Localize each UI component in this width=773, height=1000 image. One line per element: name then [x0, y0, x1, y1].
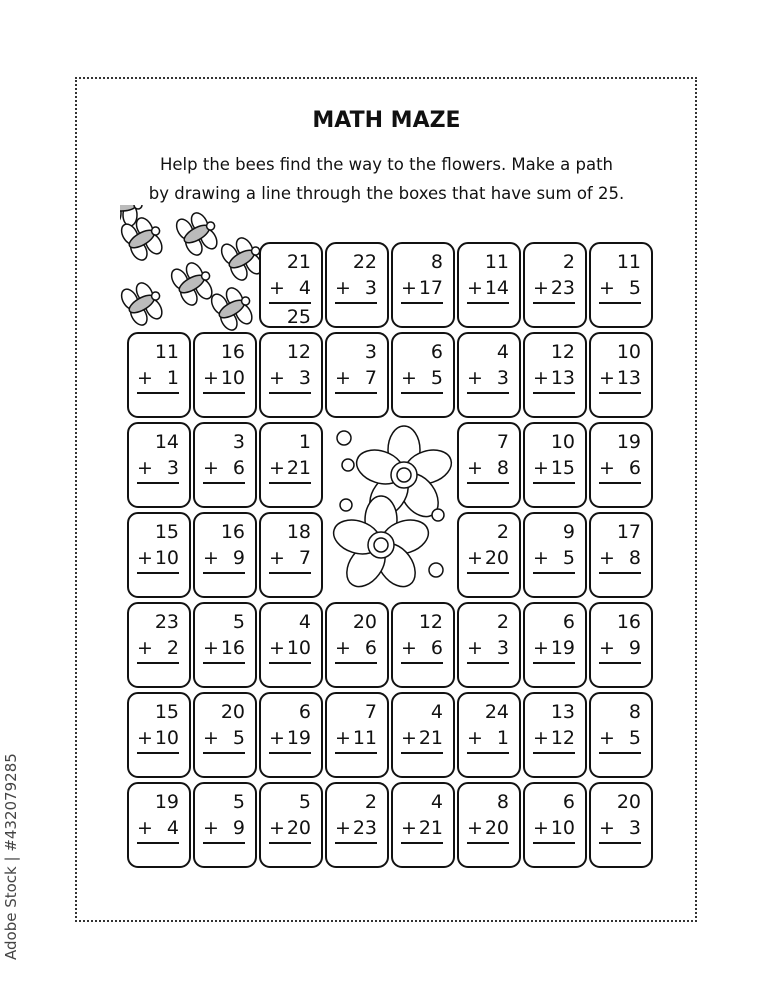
plus-sign: + — [467, 367, 483, 389]
addend-bottom: 3 — [496, 367, 509, 389]
addend-bottom: 4 — [166, 817, 179, 839]
addend-bottom: 10 — [220, 367, 245, 389]
maze-cell[interactable] — [523, 242, 587, 328]
addend-top: 16 — [220, 341, 245, 363]
plus-sign: + — [269, 547, 285, 569]
addend-bottom-row — [533, 457, 575, 484]
addend-top: 21 — [286, 251, 311, 273]
maze-cell[interactable] — [127, 602, 191, 688]
instruction-line: by drawing a line through the boxes that have sum of 25. — [148, 184, 625, 203]
addend-bottom: 4 — [298, 277, 311, 299]
maze-cell[interactable] — [259, 422, 323, 508]
maze-cell[interactable] — [391, 602, 455, 688]
addend-bottom: 7 — [364, 367, 377, 389]
addend-top: 5 — [298, 791, 311, 813]
addend-top: 15 — [154, 521, 179, 543]
flowers-icon — [326, 420, 456, 595]
addend-bottom: 23 — [352, 817, 377, 839]
addend-bottom-row — [203, 727, 245, 754]
answer: 25 — [286, 306, 311, 328]
addend-bottom-row — [599, 817, 641, 844]
addend-bottom: 3 — [496, 637, 509, 659]
addend-bottom: 14 — [484, 277, 509, 299]
addend-bottom-row — [533, 277, 575, 304]
maze-cell[interactable] — [457, 782, 521, 868]
addend-top: 10 — [550, 431, 575, 453]
instructions — [100, 150, 673, 208]
maze-cell[interactable] — [523, 422, 587, 508]
addend-top: 7 — [364, 701, 377, 723]
addend-bottom-row — [269, 457, 311, 484]
addend-bottom: 17 — [418, 277, 443, 299]
addend-bottom-row — [335, 727, 377, 754]
addend-top: 13 — [550, 701, 575, 723]
addend-bottom: 3 — [628, 817, 641, 839]
maze-cell[interactable] — [523, 512, 587, 598]
plus-sign: + — [203, 637, 219, 659]
addend-top: 11 — [484, 251, 509, 273]
plus-sign: + — [533, 457, 549, 479]
plus-sign: + — [203, 367, 219, 389]
plus-sign: + — [467, 727, 483, 749]
addend-top: 6 — [562, 791, 575, 813]
plus-sign: + — [533, 277, 549, 299]
addend-bottom: 19 — [550, 637, 575, 659]
maze-cell[interactable] — [259, 242, 323, 328]
addend-bottom-row — [401, 817, 443, 844]
addend-bottom: 6 — [232, 457, 245, 479]
plus-sign: + — [533, 727, 549, 749]
addend-bottom-row — [401, 727, 443, 754]
plus-sign: + — [137, 547, 153, 569]
addend-bottom-row — [269, 817, 311, 844]
maze-cell[interactable] — [259, 782, 323, 868]
addend-bottom-row — [269, 547, 311, 574]
plus-sign: + — [269, 457, 285, 479]
plus-sign: + — [467, 637, 483, 659]
maze-cell[interactable] — [589, 602, 653, 688]
addend-bottom-row — [335, 817, 377, 844]
addend-top: 12 — [418, 611, 443, 633]
addend-top: 20 — [616, 791, 641, 813]
addend-bottom: 12 — [550, 727, 575, 749]
plus-sign: + — [599, 547, 615, 569]
addend-bottom: 6 — [430, 637, 443, 659]
plus-sign: + — [335, 277, 351, 299]
plus-sign: + — [533, 547, 549, 569]
maze-cell[interactable] — [589, 422, 653, 508]
maze-cell[interactable] — [457, 242, 521, 328]
plus-sign: + — [599, 817, 615, 839]
maze-cell[interactable] — [127, 782, 191, 868]
addend-top: 9 — [562, 521, 575, 543]
maze-cell[interactable] — [259, 602, 323, 688]
addend-bottom: 16 — [220, 637, 245, 659]
addend-bottom: 8 — [496, 457, 509, 479]
addend-top: 8 — [628, 701, 641, 723]
maze-cell[interactable] — [325, 692, 389, 778]
plus-sign: + — [137, 727, 153, 749]
addend-top: 6 — [430, 341, 443, 363]
addend-bottom: 20 — [484, 817, 509, 839]
plus-sign: + — [137, 367, 153, 389]
addend-bottom: 3 — [166, 457, 179, 479]
maze-cell[interactable] — [391, 782, 455, 868]
addend-bottom-row — [137, 457, 179, 484]
maze-cell[interactable] — [127, 512, 191, 598]
addend-top: 2 — [562, 251, 575, 273]
page-title: MATH MAZE — [312, 108, 461, 133]
plus-sign: + — [137, 457, 153, 479]
plus-sign: + — [467, 547, 483, 569]
addend-top: 16 — [616, 611, 641, 633]
plus-sign: + — [599, 367, 615, 389]
instruction-line: Help the bees find the way to the flowers. Make a path — [159, 155, 614, 174]
plus-sign: + — [203, 457, 219, 479]
addend-top: 4 — [430, 791, 443, 813]
addend-bottom-row — [335, 637, 377, 664]
maze-cell[interactable] — [325, 242, 389, 328]
maze-cell[interactable] — [589, 242, 653, 328]
maze-cell[interactable] — [325, 782, 389, 868]
addend-bottom-row — [269, 277, 311, 304]
addend-bottom: 1 — [496, 727, 509, 749]
addend-bottom-row — [137, 367, 179, 394]
addend-bottom: 6 — [628, 457, 641, 479]
addend-bottom-row — [203, 817, 245, 844]
maze-cell[interactable] — [589, 332, 653, 418]
maze-cell[interactable] — [589, 782, 653, 868]
addend-top: 20 — [352, 611, 377, 633]
plus-sign: + — [137, 817, 153, 839]
addend-top: 22 — [352, 251, 377, 273]
maze-cell[interactable] — [523, 332, 587, 418]
addend-top: 24 — [484, 701, 509, 723]
plus-sign: + — [401, 817, 417, 839]
addend-bottom: 10 — [154, 727, 179, 749]
maze-cell[interactable] — [457, 512, 521, 598]
addend-top: 4 — [430, 701, 443, 723]
addend-bottom: 13 — [616, 367, 641, 389]
addend-top: 3 — [232, 431, 245, 453]
addend-bottom: 5 — [562, 547, 575, 569]
maze-cell[interactable] — [193, 422, 257, 508]
addend-top: 11 — [154, 341, 179, 363]
addend-top: 6 — [298, 701, 311, 723]
maze-cell[interactable] — [193, 692, 257, 778]
addend-bottom: 9 — [628, 637, 641, 659]
plus-sign: + — [269, 817, 285, 839]
plus-sign: + — [533, 637, 549, 659]
addend-top: 6 — [562, 611, 575, 633]
addend-top: 8 — [430, 251, 443, 273]
addend-bottom-row — [203, 637, 245, 664]
plus-sign: + — [335, 727, 351, 749]
addend-bottom-row — [599, 727, 641, 754]
addend-top: 17 — [616, 521, 641, 543]
addend-bottom: 5 — [232, 727, 245, 749]
addend-top: 5 — [232, 611, 245, 633]
addend-top: 10 — [616, 341, 641, 363]
addend-bottom: 3 — [364, 277, 377, 299]
addend-bottom: 20 — [484, 547, 509, 569]
addend-bottom: 21 — [418, 817, 443, 839]
addend-bottom-row — [203, 547, 245, 574]
plus-sign: + — [599, 277, 615, 299]
addend-bottom-row — [269, 727, 311, 754]
maze-cell[interactable] — [259, 512, 323, 598]
addend-bottom-row — [533, 637, 575, 664]
addend-bottom-row — [599, 637, 641, 664]
addend-bottom: 5 — [628, 727, 641, 749]
addend-bottom-row — [335, 277, 377, 304]
plus-sign: + — [599, 727, 615, 749]
addend-bottom-row — [533, 547, 575, 574]
addend-bottom: 9 — [232, 817, 245, 839]
maze-cell[interactable] — [523, 782, 587, 868]
addend-bottom-row — [203, 367, 245, 394]
addend-bottom: 9 — [232, 547, 245, 569]
maze-cell[interactable] — [325, 602, 389, 688]
addend-top: 12 — [286, 341, 311, 363]
addend-bottom: 10 — [550, 817, 575, 839]
addend-bottom-row — [137, 637, 179, 664]
plus-sign: + — [533, 367, 549, 389]
maze-cell[interactable] — [127, 332, 191, 418]
addend-bottom: 10 — [286, 637, 311, 659]
addend-bottom: 21 — [286, 457, 311, 479]
plus-sign: + — [269, 637, 285, 659]
addend-bottom-row — [467, 547, 509, 574]
addend-top: 15 — [154, 701, 179, 723]
maze-cell[interactable] — [193, 602, 257, 688]
maze-cell[interactable] — [259, 332, 323, 418]
maze-cell[interactable] — [457, 422, 521, 508]
plus-sign: + — [203, 817, 219, 839]
addend-bottom-row — [467, 457, 509, 484]
addend-bottom-row — [401, 277, 443, 304]
addend-bottom: 2 — [166, 637, 179, 659]
addend-bottom: 3 — [298, 367, 311, 389]
maze-cell[interactable] — [391, 332, 455, 418]
addend-bottom: 7 — [298, 547, 311, 569]
maze-cell[interactable] — [193, 512, 257, 598]
addend-bottom-row — [599, 367, 641, 394]
addend-bottom-row — [269, 367, 311, 394]
addend-bottom-row — [533, 367, 575, 394]
maze-cell[interactable] — [259, 692, 323, 778]
addend-top: 20 — [220, 701, 245, 723]
addend-top: 2 — [496, 521, 509, 543]
addend-top: 11 — [616, 251, 641, 273]
addend-bottom-row — [533, 817, 575, 844]
addend-bottom-row — [401, 637, 443, 664]
plus-sign: + — [335, 817, 351, 839]
addend-bottom-row — [599, 277, 641, 304]
maze-cell[interactable] — [457, 602, 521, 688]
addend-top: 2 — [364, 791, 377, 813]
addend-bottom: 11 — [352, 727, 377, 749]
addend-top: 1 — [298, 431, 311, 453]
addend-top: 7 — [496, 431, 509, 453]
addend-bottom: 15 — [550, 457, 575, 479]
addend-bottom: 20 — [286, 817, 311, 839]
maze-cell[interactable] — [391, 692, 455, 778]
addend-bottom-row — [533, 727, 575, 754]
addend-top: 19 — [154, 791, 179, 813]
plus-sign: + — [467, 277, 483, 299]
addend-top: 18 — [286, 521, 311, 543]
addend-top: 19 — [616, 431, 641, 453]
maze-cell[interactable] — [127, 422, 191, 508]
plus-sign: + — [137, 637, 153, 659]
addend-bottom-row — [467, 277, 509, 304]
addend-top: 16 — [220, 521, 245, 543]
addend-bottom: 5 — [430, 367, 443, 389]
maze-cell[interactable] — [457, 692, 521, 778]
plus-sign: + — [401, 277, 417, 299]
addend-bottom-row — [137, 817, 179, 844]
addend-top: 23 — [154, 611, 179, 633]
maze-cell[interactable] — [391, 242, 455, 328]
maze-cell[interactable] — [127, 692, 191, 778]
plus-sign: + — [203, 727, 219, 749]
maze-cell[interactable] — [457, 332, 521, 418]
maze-cell[interactable] — [325, 332, 389, 418]
maze-cell[interactable] — [523, 692, 587, 778]
plus-sign: + — [335, 367, 351, 389]
addend-bottom-row — [269, 637, 311, 664]
maze-cell[interactable] — [193, 332, 257, 418]
plus-sign: + — [467, 817, 483, 839]
plus-sign: + — [599, 637, 615, 659]
addend-bottom-row — [467, 367, 509, 394]
addend-bottom-row — [467, 727, 509, 754]
addend-bottom-row — [467, 817, 509, 844]
plus-sign: + — [401, 367, 417, 389]
addend-bottom-row — [137, 727, 179, 754]
plus-sign: + — [401, 727, 417, 749]
addend-top: 4 — [298, 611, 311, 633]
plus-sign: + — [269, 727, 285, 749]
addend-bottom: 13 — [550, 367, 575, 389]
maze-cell[interactable] — [193, 782, 257, 868]
plus-sign: + — [599, 457, 615, 479]
plus-sign: + — [401, 637, 417, 659]
addend-bottom: 23 — [550, 277, 575, 299]
addend-bottom-row — [599, 547, 641, 574]
side-watermark: Adobe Stock | #432079285 — [2, 753, 20, 960]
addend-bottom: 6 — [364, 637, 377, 659]
addend-bottom: 1 — [166, 367, 179, 389]
addend-bottom: 8 — [628, 547, 641, 569]
addend-top: 8 — [496, 791, 509, 813]
bees-icon — [120, 205, 270, 335]
addend-bottom-row — [401, 367, 443, 394]
plus-sign: + — [203, 547, 219, 569]
addend-top: 3 — [364, 341, 377, 363]
plus-sign: + — [269, 277, 285, 299]
addend-bottom: 10 — [154, 547, 179, 569]
addend-top: 4 — [496, 341, 509, 363]
maze-cell[interactable] — [589, 512, 653, 598]
plus-sign: + — [467, 457, 483, 479]
addend-top: 14 — [154, 431, 179, 453]
addend-bottom-row — [203, 457, 245, 484]
addend-bottom-row — [599, 457, 641, 484]
maze-cell[interactable] — [523, 602, 587, 688]
addend-bottom-row — [137, 547, 179, 574]
addend-bottom-row — [467, 637, 509, 664]
addend-bottom: 21 — [418, 727, 443, 749]
maze-cell[interactable] — [589, 692, 653, 778]
addend-top: 12 — [550, 341, 575, 363]
addend-top: 2 — [496, 611, 509, 633]
addend-top: 5 — [232, 791, 245, 813]
plus-sign: + — [335, 637, 351, 659]
addend-bottom-row — [335, 367, 377, 394]
plus-sign: + — [533, 817, 549, 839]
addend-bottom: 19 — [286, 727, 311, 749]
plus-sign: + — [269, 367, 285, 389]
addend-bottom: 5 — [628, 277, 641, 299]
